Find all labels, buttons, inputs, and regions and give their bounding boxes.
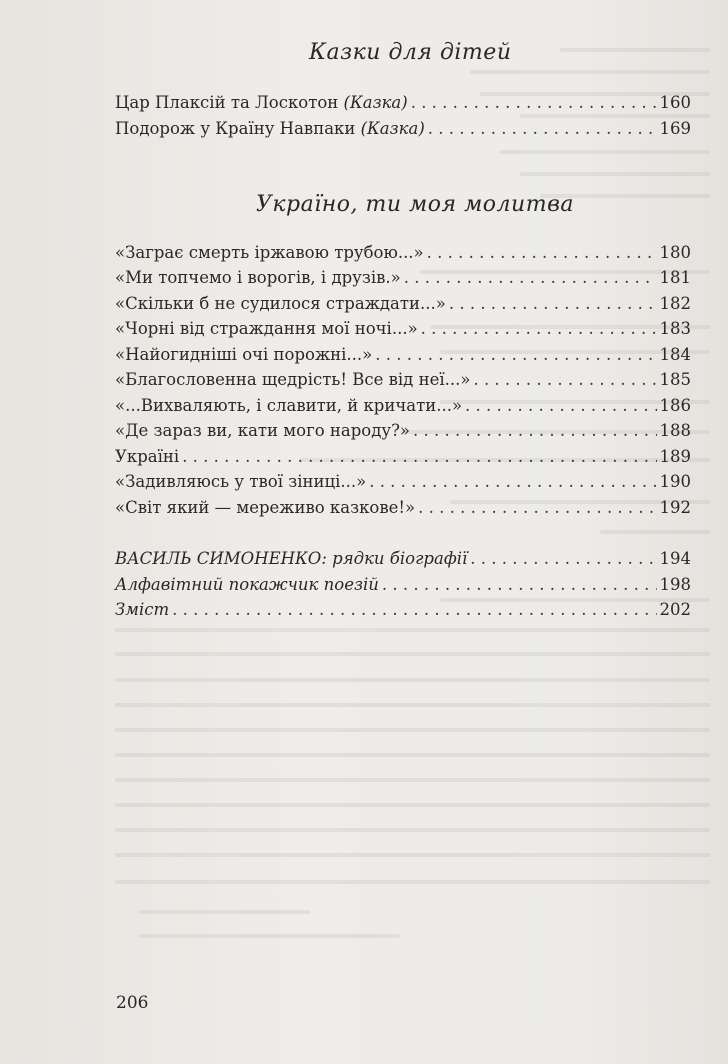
entry-title: Алфавітний покажчик поезій bbox=[115, 575, 379, 594]
section-title-ukraine-prayer: Україно, ти моя молитва bbox=[256, 192, 575, 217]
entry-page-number: 185 bbox=[659, 370, 691, 389]
toc-entry[interactable] bbox=[115, 319, 691, 345]
dot-leader bbox=[375, 345, 656, 364]
entry-title: «Скільки б не судилося страждати...» bbox=[115, 294, 446, 313]
entry-page-number: 183 bbox=[659, 319, 691, 338]
entry-page-number: 189 bbox=[659, 447, 691, 466]
entry-page-number: 186 bbox=[659, 396, 691, 415]
page-number: 206 bbox=[116, 993, 149, 1013]
toc-entry-alphabetical-index[interactable] bbox=[115, 575, 691, 601]
entry-title: Подорож у Країну Навпаки bbox=[115, 119, 361, 138]
entry-page-number: 190 bbox=[659, 472, 691, 491]
toc-entry[interactable] bbox=[115, 447, 691, 473]
toc-entry-contents[interactable] bbox=[115, 600, 691, 626]
entry-title: «...Вихваляють, і славити, й кричати...» bbox=[115, 396, 463, 415]
entry-title: «Ми топчемо і ворогів, і друзів.» bbox=[115, 268, 401, 287]
entry-page-number: 184 bbox=[659, 345, 691, 364]
entry-title: «Чорні від страждання мої ночі...» bbox=[115, 319, 418, 338]
dot-leader bbox=[411, 93, 657, 112]
dot-leader bbox=[449, 294, 657, 313]
entry-title: Цар Плаксій та Лоскотон bbox=[115, 93, 344, 112]
section-title-fairy-tales: Казки для дітей bbox=[309, 40, 512, 65]
dot-leader bbox=[418, 498, 656, 517]
dot-leader bbox=[404, 268, 657, 287]
entry-note: (Казка) bbox=[360, 119, 425, 138]
entry-title: «Де зараз ви, кати мого народу?» bbox=[115, 421, 411, 440]
entry-page-number: 180 bbox=[659, 243, 691, 262]
toc-entry[interactable] bbox=[115, 498, 691, 524]
entry-page-number: 198 bbox=[659, 575, 691, 594]
entry-title: «Найогидніші очі порожні...» bbox=[115, 345, 373, 364]
entry-title: Україні bbox=[115, 447, 180, 466]
dot-leader bbox=[465, 396, 656, 415]
entry-title: ВАСИЛЬ СИМОНЕНКО: рядки біографії bbox=[115, 549, 468, 568]
dot-leader bbox=[470, 549, 656, 568]
entry-title: «Заграє смерть іржавою трубою...» bbox=[115, 243, 424, 262]
toc-entry[interactable] bbox=[115, 421, 691, 447]
dot-leader bbox=[182, 447, 656, 466]
entry-page-number: 202 bbox=[659, 600, 691, 619]
toc-entry-biography[interactable] bbox=[115, 549, 691, 575]
toc-entry[interactable] bbox=[115, 345, 691, 371]
entry-page-number: 169 bbox=[659, 119, 691, 138]
toc-entry[interactable] bbox=[115, 370, 691, 396]
toc-entry[interactable] bbox=[115, 243, 691, 269]
dot-leader bbox=[382, 575, 657, 594]
dot-leader bbox=[473, 370, 656, 389]
entry-page-number: 182 bbox=[659, 294, 691, 313]
entry-page-number: 188 bbox=[659, 421, 691, 440]
dot-leader bbox=[427, 243, 657, 262]
toc-entry[interactable] bbox=[115, 119, 691, 145]
dot-leader bbox=[428, 119, 657, 138]
entry-page-number: 160 bbox=[659, 93, 691, 112]
entry-title: «Благословенна щедрість! Все від неї...» bbox=[115, 370, 471, 389]
dot-leader bbox=[172, 600, 656, 619]
dot-leader bbox=[413, 421, 656, 440]
toc-entry[interactable] bbox=[115, 396, 691, 422]
dot-leader bbox=[369, 472, 656, 491]
toc-entry[interactable] bbox=[115, 472, 691, 498]
entry-title: «Задивляюсь у твої зіниці...» bbox=[115, 472, 367, 491]
entry-page-number: 194 bbox=[659, 549, 691, 568]
dot-leader bbox=[421, 319, 657, 338]
entry-page-number: 192 bbox=[659, 498, 691, 517]
toc-entry[interactable] bbox=[115, 294, 691, 320]
toc-entry[interactable] bbox=[115, 268, 691, 294]
entry-page-number: 181 bbox=[659, 268, 691, 287]
entry-note: (Казка) bbox=[343, 93, 408, 112]
entry-title: «Світ який — мереживо казкове!» bbox=[115, 498, 416, 517]
entry-title: Зміст bbox=[115, 600, 170, 619]
toc-entry[interactable] bbox=[115, 93, 691, 119]
